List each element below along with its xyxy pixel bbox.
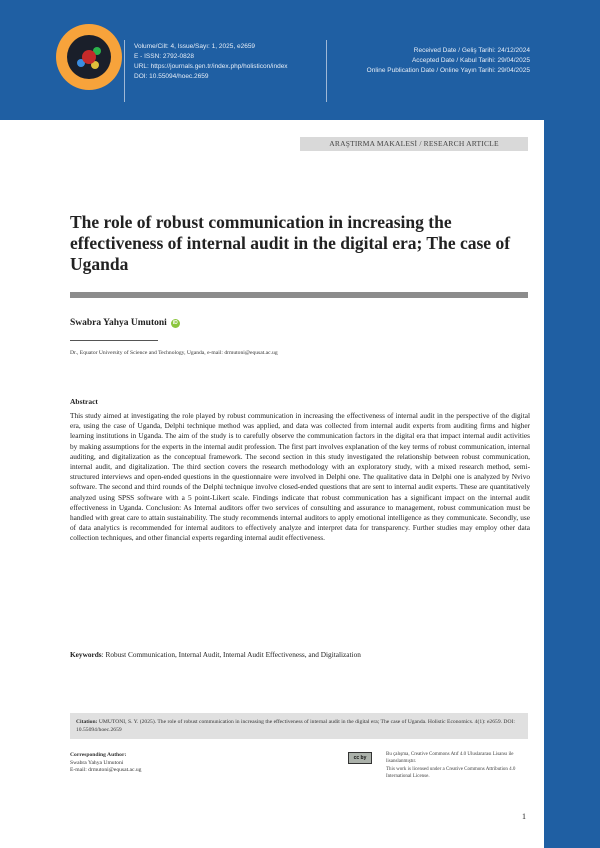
orcid-icon[interactable]: iD	[172, 319, 178, 326]
author-rule	[70, 340, 158, 341]
keywords	[70, 650, 530, 659]
keywords-text: : Robust Communication, Internal Audit, Internal Audit Effectiveness, and Digitalization	[101, 650, 361, 659]
journal-meta	[134, 42, 288, 82]
volume-line: Volume/Cilt: 4, Issue/Sayı: 1, 2025, e2659	[134, 43, 256, 50]
citation-box	[70, 713, 528, 739]
journal-header	[0, 0, 600, 120]
corresponding-author	[70, 752, 141, 775]
online-date: Online Publication Date / Online Yayın Tarihi: 29/04/2025	[366, 67, 530, 74]
keywords-label: Keywords	[70, 650, 102, 659]
accepted-date: Accepted Date / Kabul Tarihi: 29/04/2025	[411, 57, 530, 64]
license-tr: Bu çalışma, Creative Commons Atıf 4.0 Uluslararası Lisansı ile lisanslanmıştır.	[386, 752, 514, 764]
article-title: The role of robust communication in increasing the effectiveness of internal audit in the digital era; The case of Uganda	[70, 212, 511, 274]
corresponding-name: Swabra Yahya Umutoni	[70, 759, 124, 766]
publication-dates	[367, 46, 530, 76]
citation-text: UMUTONI, S. Y. (2025). The role of robust communication in increasing the effectiveness of internal audit in the digital era; The case of Uganda. Holistic Economics. 4(1): e2659. DOI: 10.55094/hoec.2659	[76, 719, 515, 733]
cc-by-license-icon[interactable]: cc by	[348, 752, 372, 764]
author-line	[70, 318, 180, 328]
logo-emblem-icon	[82, 50, 96, 64]
received-date: Received Date / Geliş Tarihi: 24/12/2024	[413, 47, 530, 54]
right-accent-bar	[544, 120, 600, 840]
logo-globe-icon	[67, 35, 111, 79]
corresponding-email[interactable]: E-mail: drmutoni@equsat.ac.ug	[70, 767, 142, 773]
url-line[interactable]: URL: https://journals.gen.tr/index.php/holisticon/index	[134, 63, 288, 70]
abstract-text: This study aimed at investigating the role played by robust communication in increasing the effectiveness of internal audit in the perspective of the digital era, using the case of Uganda, Delphi technique method was applied, and data was collected from internal audit experts from auditing firms and higher learning institutions in Uganda. The aim of the study is to carefully observe the communication factors in the digital era that impact internal audit activities by making assumptions for the experts in the internal audit profession. The first part involves explanation of the key terms of robust communication, internal auditing, and digitalization as the conceptual framework. The second section in this study investigated the relationship between robust communication, internal audit, and digitalization. The third section covers the research methodology with an exploratory study, with a mixed research method, semi-structured interviews and open-ended questions in the questionnaire were involved in Delphi one. The qualitative data in Delphi one is analyzed by Nvivo software. The second and third rounds of the Delphi technique involve closed-ended questions that are sent to internal audit experts. These are quantitatively analyzed using SPSS software with a 5 point-Likert scale. Findings indicate that robust communication has a significant impact on the internal audit effectiveness in Uganda. Conclusion: As Internal auditors offer two services of consulting and assurance to management, robust communication must be handled with great care to attain sustainability. The study recommends internal auditors to apply emotional intelligence as they communicate. Secondly, use of data analytics is recommended for internal auditors to effectively analyze and interpret data for transparency. Further studies may employ other data collection techniques, and other financial experts regarding internal audit effectiveness.	[70, 411, 530, 543]
title-rule	[70, 292, 528, 298]
author-name: Swabra Yahya Umutoni	[70, 318, 167, 328]
corresponding-label: Corresponding Author:	[70, 752, 127, 758]
journal-logo	[56, 24, 122, 90]
article-type-label: ARAŞTIRMA MAKALESİ / RESEARCH ARTICLE	[300, 137, 528, 151]
author-affiliation: Dr., Equator University of Science and Technology, Uganda, e-mail: drmutoni@equsat.ac.ug	[70, 350, 278, 356]
header-divider-left	[124, 40, 125, 102]
issn-line: E - ISSN: 2792-0828	[134, 53, 194, 60]
license-text	[386, 752, 532, 780]
page-number: 1	[522, 812, 526, 821]
header-divider-right	[326, 40, 327, 102]
citation-label: Citation:	[76, 719, 98, 725]
abstract-heading: Abstract	[70, 397, 98, 406]
license-en: This work is licensed under a Creative Commons Attribution 4.0 International License.	[386, 767, 516, 779]
doi-line[interactable]: DOI: 10.55094/hoec.2659	[134, 73, 209, 80]
